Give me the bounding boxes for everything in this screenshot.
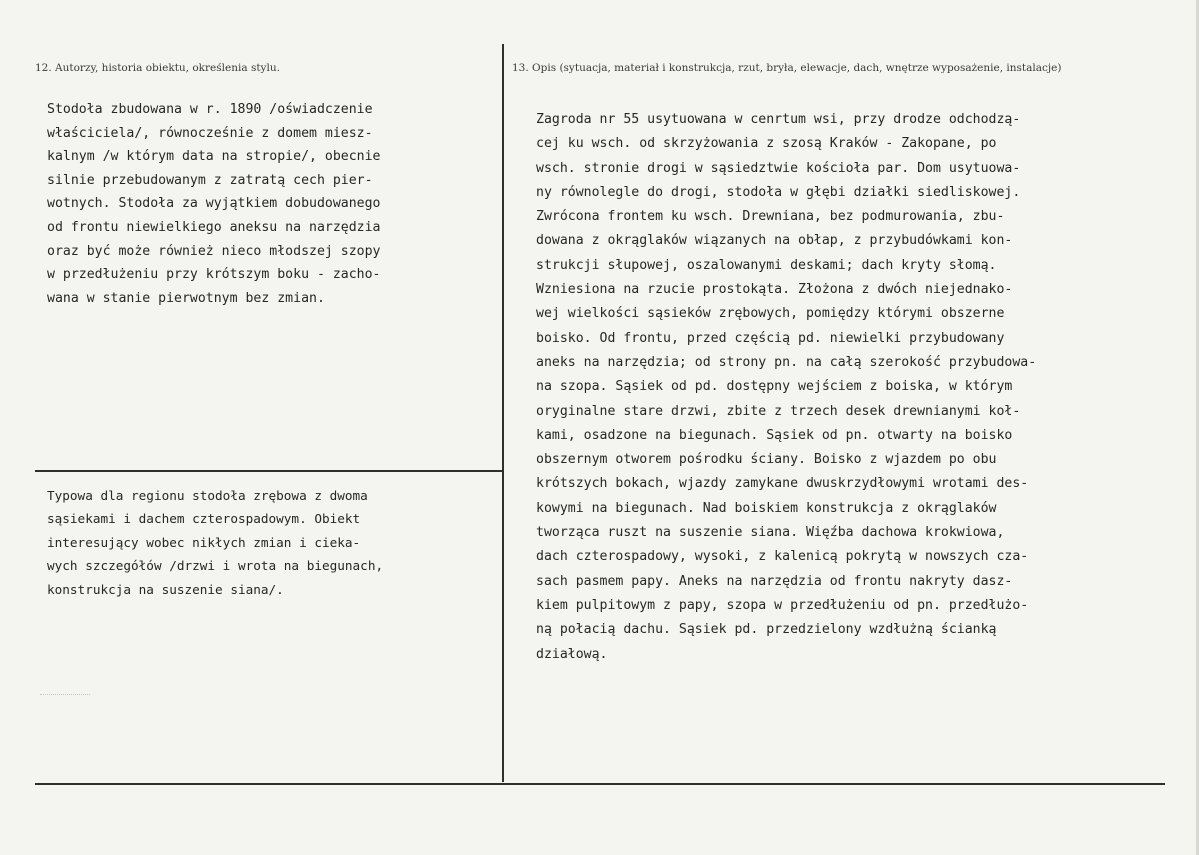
description-line: ną połacią dachu. Sąsiek pd. przedzielony wzdłużną ścianką <box>536 622 997 638</box>
history-line: oraz być może również nieco młodszej szopy <box>47 243 381 259</box>
description-line: oryginalne stare drzwi, zbite z trzech desek drewnianymi koł- <box>536 403 1021 419</box>
section-12-heading: 12. Autorzy, historia obiektu, określenia stylu. <box>35 62 280 74</box>
assessment-line: interesujący wobec nikłych zmian i cieka- <box>47 534 361 550</box>
history-line: wana w stanie pierwotnym bez zmian. <box>47 290 325 306</box>
history-line: wotnych. Stodoła za wyjątkiem dobudowanego <box>47 196 381 212</box>
history-text <box>47 98 380 310</box>
history-line: od frontu niewielkiego aneksu na narzędzia <box>47 219 381 235</box>
assessment-line: konstrukcja na suszenie siana/. <box>47 581 284 597</box>
left-section-divider <box>35 470 502 472</box>
description-line: kiem pulpitowym z papy, szopa w przedłużeniu od pn. przedłużo- <box>536 597 1029 613</box>
description-line: Zwrócona frontem ku wsch. Drewniana, bez podmurowania, zbu- <box>536 209 1005 225</box>
description-line: tworząca ruszt na suszenie siana. Więźba dachowa krokwiowa, <box>536 525 1005 541</box>
section-13-heading: 13. Opis (sytuacja, materiał i konstrukcja, rzut, bryła, elewacje, dach, wnętrze wyposażenie, instalacje) <box>512 62 1062 74</box>
description-line: Wzniesiona na rzucie prostokąta. Złożona z dwóch niejednako- <box>536 282 1013 298</box>
bottom-rule <box>35 783 1165 785</box>
history-line: Stodoła zbudowana w r. 1890 /oświadczenie <box>47 102 373 117</box>
description-line: na szopa. Sąsiek od pd. dostępny wejściem z boiska, w którym <box>536 379 1013 395</box>
assessment-line: wych szczegółów /drzwi i wrota na biegunach, <box>47 558 384 574</box>
history-line: w przedłużeniu przy krótszym boku - zacho- <box>47 267 381 283</box>
description-line: boisko. Od frontu, przed częścią pd. niewielki przybudowany <box>536 330 1005 346</box>
description-line: obszernym otworem pośrodku ściany. Boisko z wjazdem po obu <box>536 452 997 468</box>
description-line: dach czterospadowy, wysoki, z kalenicą pokrytą w nowszych cza- <box>536 549 1029 565</box>
history-line: właściciela/, równocześnie z domem miesz- <box>47 125 373 141</box>
description-line: ny równolegle do drogi, stodoła w głębi działki siedliskowej. <box>536 184 1021 200</box>
description-line: sach pasmem papy. Aneks na narzędzia od frontu nakryty dasz- <box>536 573 1013 589</box>
description-line: dowana z okrąglaków wiązanych na obłap, z przybudówkami kon- <box>536 233 1013 249</box>
assessment-line: sąsiekami i dachem czterospadowym. Obiekt <box>47 511 361 527</box>
faint-dotted-mark <box>40 694 90 697</box>
description-line: kami, osadzone na biegunach. Sąsiek od pn. otwarty na boisko <box>536 427 1013 443</box>
description-text <box>536 108 1036 667</box>
description-line: strukcji słupowej, oszalowanymi deskami; dach kryty słomą. <box>536 257 997 273</box>
description-line: Zagroda nr 55 usytuowana w cenrtum wsi, przy drodze odchodzą- <box>536 112 1021 127</box>
history-line: silnie przebudowanym z zatratą cech pier- <box>47 172 373 188</box>
description-line: wsch. stronie drogi w sąsiedztwie kościoła par. Dom usytuowa- <box>536 160 1021 176</box>
description-line: wej wielkości sąsieków zrębowych, pomiędzy którymi obszerne <box>536 306 1005 322</box>
description-line: kowymi na biegunach. Nad boiskiem konstrukcja z okrąglaków <box>536 500 997 516</box>
description-line: aneks na narzędzia; od strony pn. na całą szerokość przybudowa- <box>536 354 1037 370</box>
assessment-line: Typowa dla regionu stodoła zrębowa z dwoma <box>47 488 368 503</box>
description-line: krótszych bokach, wjazdy zamykane dwuskrzydłowymi wrotami des- <box>536 476 1029 492</box>
description-line: działową. <box>536 646 608 662</box>
assessment-text <box>47 484 383 601</box>
history-line: kalnym /w którym data na stropie/, obecnie <box>47 149 381 165</box>
column-divider <box>502 44 504 782</box>
description-line: cej ku wsch. od skrzyżowania z szosą Kraków - Zakopane, po <box>536 136 997 152</box>
